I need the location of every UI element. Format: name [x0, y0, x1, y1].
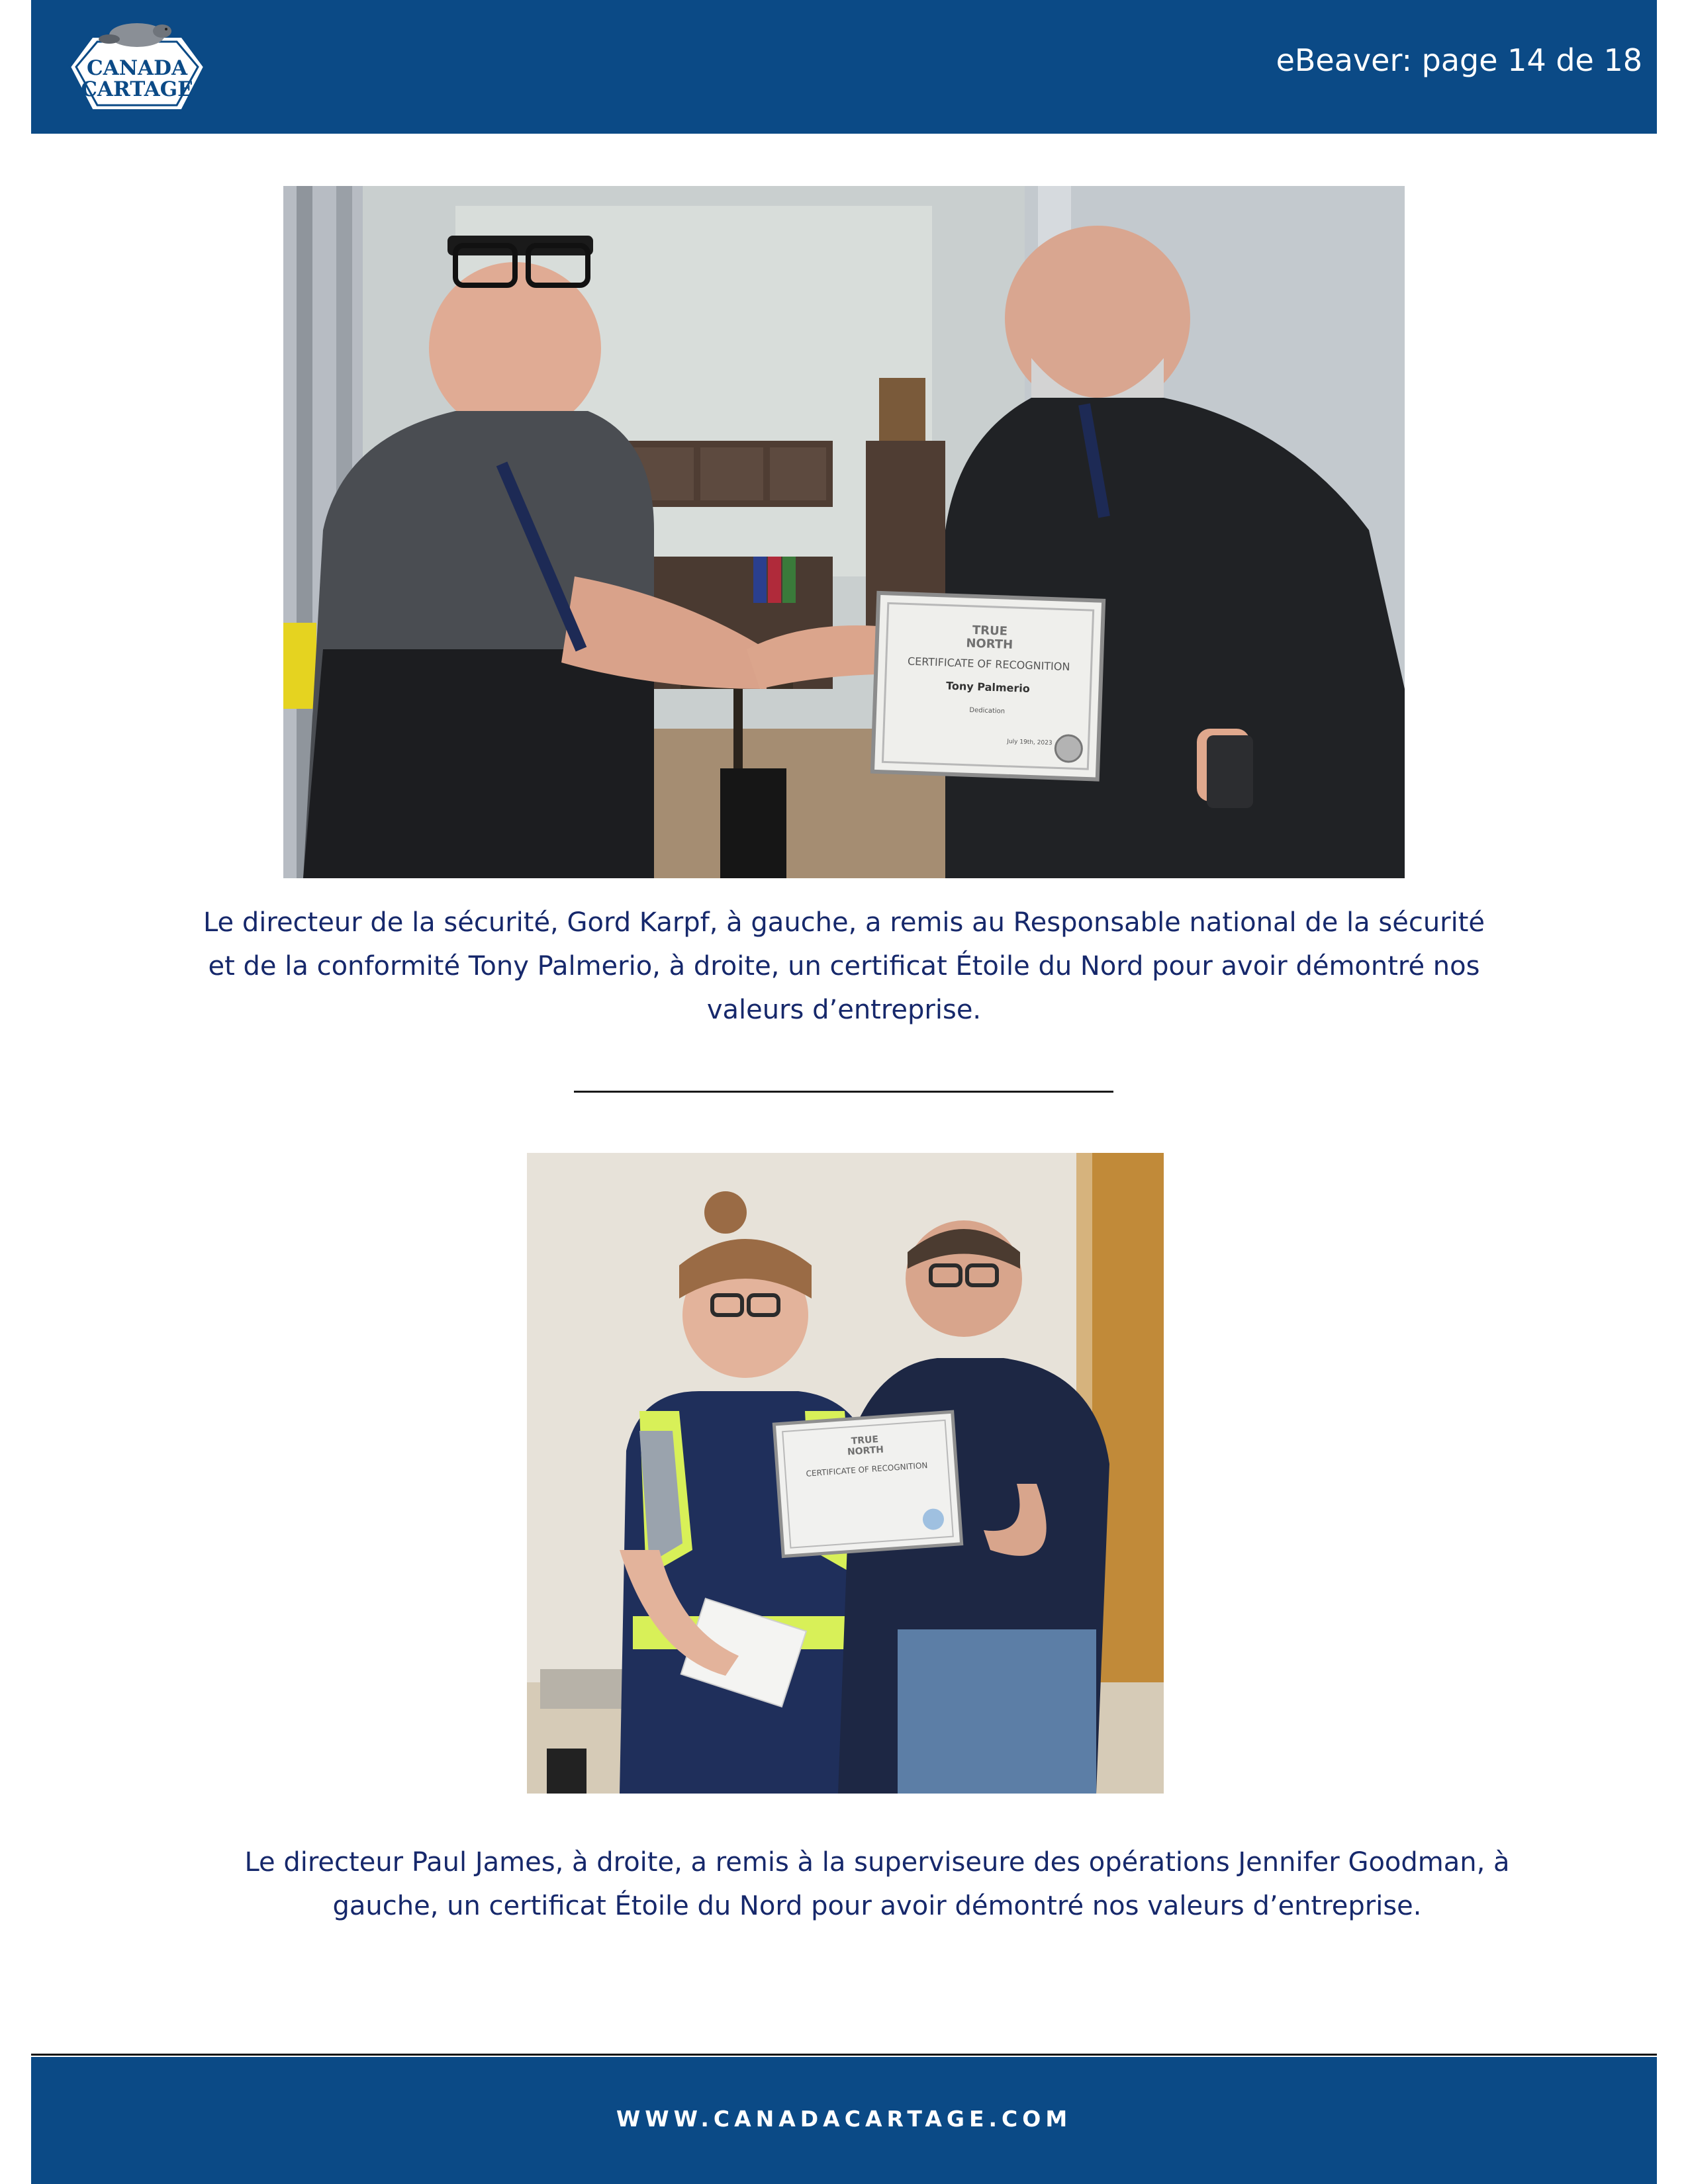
- photo2-caption: Le directeur Paul James, à droite, a remis à la superviseure des opérations Jennifer Goodman, à gauche, un certificat Étoile du Nord pour avoir démontré nos valeurs d’entreprise.: [244, 1847, 1510, 1921]
- section-divider: [574, 1091, 1113, 1093]
- photo-certificate-tony-palmerio: [283, 186, 1405, 878]
- page-header: [31, 0, 1657, 134]
- certificate1-brand-true: TRUE: [972, 623, 1008, 639]
- canada-cartage-logo[interactable]: [63, 17, 211, 117]
- footer-rule: [31, 2054, 1657, 2056]
- certificate1-title: CERTIFICATE OF RECOGNITION: [907, 655, 1070, 674]
- certificate1-recipient: Tony Palmerio: [945, 679, 1031, 695]
- certificate2-brand-true: TRUE: [851, 1434, 879, 1447]
- logo-text-cartage: CARTAGE: [81, 77, 193, 101]
- page-number-label: eBeaver: page 14 de 18: [1276, 42, 1642, 78]
- photo1-caption: Le directeur de la sécurité, Gord Karpf, à gauche, a remis au Responsable national de la sécurité et de la conformité Tony Palmerio, à droite, un certificat Étoile du Nord pour avoir démontré nos valeurs d’entreprise.: [203, 907, 1485, 1025]
- certificate2-brand-north: NORTH: [847, 1444, 884, 1458]
- certificate1-value: Dedication: [969, 706, 1006, 715]
- certificate2-title: CERTIFICATE OF RECOGNITION: [806, 1460, 928, 1479]
- certificate1-brand-north: NORTH: [966, 636, 1013, 653]
- logo-text-canada: CANADA: [86, 56, 188, 80]
- certificate1-date: July 19th, 2023: [1007, 738, 1053, 747]
- photo-certificate-jennifer-goodman: [527, 1153, 1164, 1794]
- page-footer: [31, 2057, 1657, 2184]
- website-link[interactable]: WWW.CANADACARTAGE.COM: [616, 2106, 1072, 2132]
